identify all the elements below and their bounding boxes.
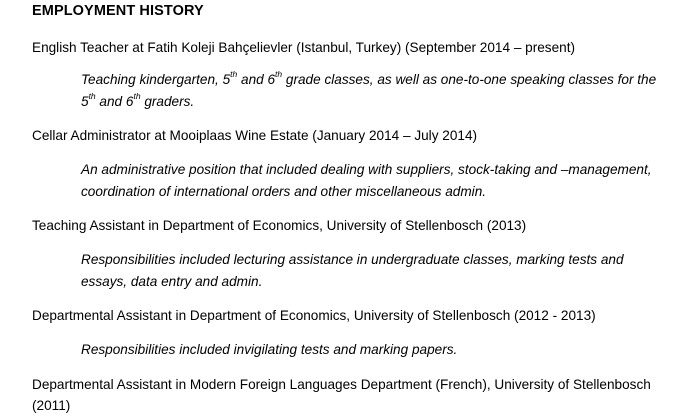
ordinal-suffix: th bbox=[275, 69, 283, 80]
job-description: Responsibilities included lecturing assistance in undergraduate classes, marking tests and essays, data entry and admin. bbox=[81, 252, 624, 289]
ordinal-suffix: th bbox=[133, 91, 141, 102]
desc-text: graders. bbox=[140, 94, 195, 109]
job-description bbox=[81, 69, 671, 113]
job-description: An administrative position that included dealing with suppliers, stock-taking and –management, coordination of international orders and other miscellaneous admin. bbox=[81, 162, 652, 199]
job-title: Teaching Assistant in Department of Economics, University of Stellenbosch (2013) bbox=[32, 218, 527, 233]
desc-text: 5 bbox=[81, 94, 89, 109]
job-title: Cellar Administrator at Mooiplaas Wine Estate (January 2014 – July 2014) bbox=[32, 128, 478, 143]
desc-text: and 6 bbox=[95, 94, 134, 109]
job-title: Departmental Assistant in Modern Foreign Languages Department (French), University of Stellenbosch (2011) bbox=[32, 377, 651, 413]
desc-text: grade classes, as well as one-to-one speaking classes for the bbox=[282, 72, 657, 87]
ordinal-suffix: th bbox=[230, 69, 238, 80]
job-description: Responsibilities included invigilating tests and marking papers. bbox=[81, 342, 458, 357]
employment-history-section bbox=[32, 0, 672, 416]
ordinal-suffix: th bbox=[88, 91, 96, 102]
desc-text: and 6 bbox=[237, 72, 276, 87]
section-heading: EMPLOYMENT HISTORY bbox=[32, 3, 204, 19]
job-title: Departmental Assistant in Department of Economics, University of Stellenbosch (2012 - 2013) bbox=[32, 308, 596, 323]
job-title: English Teacher at Fatih Koleji Bahçelievler (Istanbul, Turkey) (September 2014 – present) bbox=[32, 40, 576, 55]
desc-text: Teaching kindergarten, 5 bbox=[81, 72, 231, 87]
